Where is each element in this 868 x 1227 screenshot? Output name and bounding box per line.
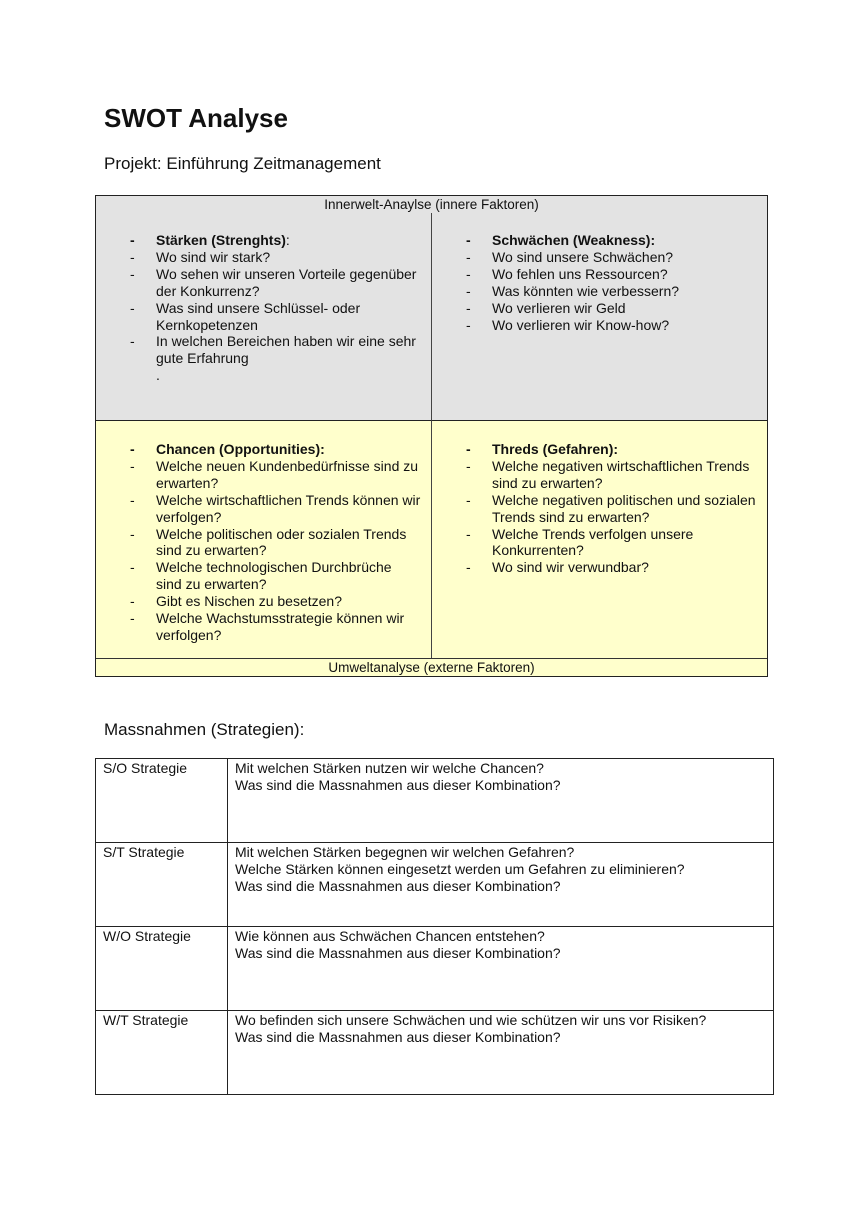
weaknesses-heading: - Schwächen (Weakness): bbox=[466, 232, 656, 248]
threats-list bbox=[432, 421, 767, 576]
list-item: - Wo sehen wir unseren Vorteile gegenüber der Konkurrenz? bbox=[130, 265, 417, 299]
strategy-question: Was sind die Massnahmen aus dieser Kombination? bbox=[235, 878, 561, 894]
list-item: - Welche negativen wirtschaftlichen Trends sind zu erwarten? bbox=[466, 457, 750, 491]
strategy-question: Wie können aus Schwächen Chancen entstehen? bbox=[235, 928, 545, 944]
list-item: - Was sind unsere Schlüssel- oder Kernkopetenzen bbox=[130, 299, 361, 333]
strategy-description bbox=[228, 759, 774, 843]
list-item: - Gibt es Nischen zu besetzen? bbox=[130, 593, 342, 610]
table-row bbox=[96, 759, 774, 843]
list-item: - Welche Wachstumsstrategie können wir verfolgen? bbox=[130, 610, 405, 643]
list-trailing-mark: . bbox=[156, 367, 160, 384]
list-item: - Welche politischen oder sozialen Trends sind zu erwarten? bbox=[130, 525, 407, 559]
strategy-question: Welche Stärken können eingesetzt werden um Gefahren zu eliminieren? bbox=[235, 861, 685, 877]
strengths-heading: - Stärken (Strenghts): bbox=[130, 232, 290, 248]
strategy-description bbox=[228, 927, 774, 1011]
internal-factors-band: Innerwelt-Anaylse (innere Faktoren) bbox=[96, 196, 767, 214]
strategy-question: Was sind die Massnahmen aus dieser Kombination? bbox=[235, 777, 561, 793]
list-item: - Wo sind unsere Schwächen? bbox=[466, 248, 674, 265]
table-row bbox=[96, 927, 774, 1011]
strategy-question: Was sind die Massnahmen aus dieser Kombination? bbox=[235, 945, 561, 961]
strategy-label: W/T Strategie bbox=[96, 1011, 228, 1095]
strengths-quadrant bbox=[96, 213, 432, 421]
strategy-question: Mit welchen Stärken nutzen wir welche Chancen? bbox=[235, 760, 544, 776]
list-item: - In welchen Bereichen haben wir eine sehr gute Erfahrung bbox=[130, 333, 416, 367]
list-item: - Wo verlieren wir Know-how? bbox=[466, 316, 670, 333]
strategies-heading: Massnahmen (Strategien): bbox=[104, 720, 305, 739]
strategy-label: W/O Strategie bbox=[96, 927, 228, 1011]
table-row bbox=[96, 1011, 774, 1095]
list-item: - Wo verlieren wir Geld bbox=[466, 299, 626, 316]
external-factors-band: Umweltanalyse (externe Faktoren) bbox=[96, 658, 767, 676]
threats-quadrant bbox=[432, 421, 767, 660]
strategy-description bbox=[228, 1011, 774, 1095]
list-item: - Welche Trends verfolgen unsere Konkurrenten? bbox=[466, 525, 694, 559]
strategies-table bbox=[95, 758, 774, 1095]
project-subtitle: Projekt: Einführung Zeitmanagement bbox=[104, 154, 381, 173]
page-title: SWOT Analyse bbox=[104, 103, 288, 133]
strategy-question: Wo befinden sich unsere Schwächen und wie schützen wir uns vor Risiken? bbox=[235, 1012, 707, 1028]
strategy-label: S/O Strategie bbox=[96, 759, 228, 843]
opportunities-quadrant bbox=[96, 421, 432, 660]
threats-heading: - Threds (Gefahren): bbox=[466, 441, 619, 457]
list-item: - Welche wirtschaftlichen Trends können wir verfolgen? bbox=[130, 491, 421, 525]
list-item: - Welche neuen Kundenbedürfnisse sind zu erwarten? bbox=[130, 457, 419, 491]
opportunities-list bbox=[96, 421, 431, 644]
list-item: - Wo sind wir stark? bbox=[130, 248, 271, 265]
weaknesses-quadrant bbox=[432, 213, 767, 421]
swot-matrix bbox=[95, 195, 768, 677]
opportunities-heading: - Chancen (Opportunities): bbox=[130, 441, 325, 457]
strategy-description bbox=[228, 843, 774, 927]
list-item: - Welche technologischen Durchbrüche sind zu erwarten? bbox=[130, 559, 392, 593]
list-item: - Was könnten wie verbessern? bbox=[466, 282, 680, 299]
list-item: - Wo fehlen uns Ressourcen? bbox=[466, 265, 668, 282]
strategy-question: Was sind die Massnahmen aus dieser Kombination? bbox=[235, 1029, 561, 1045]
list-item: - Welche negativen politischen und sozialen Trends sind zu erwarten? bbox=[466, 491, 756, 525]
weaknesses-list bbox=[432, 213, 767, 333]
strategy-question: Mit welchen Stärken begegnen wir welchen Gefahren? bbox=[235, 844, 575, 860]
table-row bbox=[96, 843, 774, 927]
list-item: - Wo sind wir verwundbar? bbox=[466, 559, 649, 576]
strengths-list bbox=[96, 213, 431, 384]
strategy-label: S/T Strategie bbox=[96, 843, 228, 927]
